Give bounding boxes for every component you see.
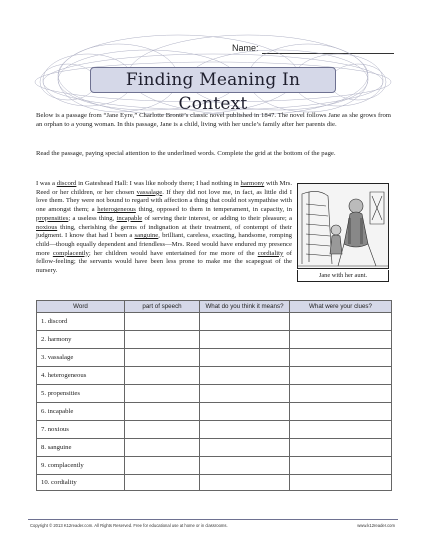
header-clues: What were your clues?: [290, 301, 392, 313]
part-of-speech-cell[interactable]: [125, 421, 200, 439]
meaning-cell[interactable]: [200, 331, 290, 349]
passage-text: [36, 180, 292, 276]
grid-header-row: [37, 301, 392, 313]
table-row: [37, 457, 392, 475]
part-of-speech-cell[interactable]: [125, 331, 200, 349]
clues-cell[interactable]: [290, 421, 392, 439]
footer-divider: [28, 519, 398, 520]
passage-segment: in Gateshead Hall: I was like nobody there; I had nothing in: [76, 180, 241, 187]
vocab-word: heterogeneous: [97, 206, 136, 214]
passage-segment: ; a useless thing,: [68, 214, 117, 222]
part-of-speech-cell[interactable]: [125, 385, 200, 403]
word-cell: 5. propensities: [37, 385, 125, 403]
clues-cell[interactable]: [290, 475, 392, 491]
passage-segment: , brilliant, careless, exacting, handsome, romping child—though equally dependent and friendless—Mrs. Reed would have endured my presence more: [36, 232, 293, 257]
meaning-cell[interactable]: [200, 475, 290, 491]
table-row: [37, 421, 392, 439]
intro-paragraph: Below is a passage from “Jane Eyre,” Charlotte Brontë’s classic novel published in 1847. The novel follows Jane as she grows from an orphan to a young woman. In this passage, Jane is a child, living with her uncle’s family after her parents die.: [36, 112, 391, 128]
word-cell: 7. noxious: [37, 421, 125, 439]
vocab-word: incapable: [116, 214, 143, 222]
word-cell: 4. heterogeneous: [37, 367, 125, 385]
word-cell: 6. incapable: [37, 403, 125, 421]
meaning-cell[interactable]: [200, 349, 290, 367]
part-of-speech-cell[interactable]: [125, 313, 200, 331]
table-row: [37, 385, 392, 403]
header-word: Word: [37, 301, 125, 313]
clues-cell[interactable]: [290, 331, 392, 349]
clues-cell[interactable]: [290, 349, 392, 367]
copyright-text: Copyright © 2013 K12reader.com. All Rights Reserved. Free for educational use at home or in classrooms.: [30, 523, 228, 528]
title-banner: [90, 67, 336, 114]
part-of-speech-cell[interactable]: [125, 439, 200, 457]
passage-segment: . If they did not love me, in fact, as little did I love them. They were not bound to regard with affection a thing that could not sympathise with one amongst them; a: [36, 188, 292, 214]
passage-segment: thing, cherishing the germs of indignation at their treatment, of contempt of their judgment. I know that had I been a: [36, 223, 292, 240]
meaning-cell[interactable]: [200, 403, 290, 421]
illustration-image: [298, 184, 388, 268]
table-row: [37, 349, 392, 367]
table-row: [37, 313, 392, 331]
meaning-cell[interactable]: [200, 367, 290, 385]
table-row: [37, 367, 392, 385]
part-of-speech-cell[interactable]: [125, 403, 200, 421]
vocabulary-grid: [36, 300, 392, 491]
vocab-word: noxious: [36, 223, 58, 231]
meaning-cell[interactable]: [200, 313, 290, 331]
page-title: Finding Meaning In Context: [125, 70, 301, 114]
passage-segment: ; her children would have entertained for me more of the: [88, 249, 258, 257]
passage-segment: thing, opposed to them in temperament, in capacity, in: [135, 206, 292, 214]
clues-cell[interactable]: [290, 385, 392, 403]
header-part-of-speech: part of speech: [125, 301, 200, 313]
passage-segment: with Mrs. Reed or her children, or her chosen: [36, 180, 292, 196]
clues-cell[interactable]: [290, 367, 392, 385]
clues-cell[interactable]: [290, 457, 392, 475]
table-row: [37, 403, 392, 421]
passage-segment: I was a: [36, 180, 57, 187]
instructions-paragraph: Read the passage, paying special attention to the underlined words. Complete the grid at the bottom of the page.: [36, 150, 336, 157]
table-row: [37, 331, 392, 349]
meaning-cell[interactable]: [200, 421, 290, 439]
vocab-word: sanguine: [134, 232, 159, 240]
name-label: Name:: [232, 43, 259, 53]
word-cell: 3. vassalage: [37, 349, 125, 367]
clues-cell[interactable]: [290, 439, 392, 457]
table-row: [37, 475, 392, 491]
illustration-caption: Jane with her aunt.: [297, 270, 389, 282]
vocab-word: vassalage: [136, 188, 163, 196]
word-cell: 2. harmony: [37, 331, 125, 349]
clues-cell[interactable]: [290, 403, 392, 421]
vocab-word: complacently: [52, 249, 89, 257]
illustration-frame: [297, 183, 389, 269]
word-cell: 9. complacently: [37, 457, 125, 475]
part-of-speech-cell[interactable]: [125, 349, 200, 367]
table-row: [37, 439, 392, 457]
meaning-cell[interactable]: [200, 385, 290, 403]
vocab-word: cordiality: [257, 249, 284, 257]
word-cell: 1. discord: [37, 313, 125, 331]
header-meaning: What do you think it means?: [200, 301, 290, 313]
meaning-cell[interactable]: [200, 457, 290, 475]
word-cell: 8. sanguine: [37, 439, 125, 457]
vocab-word: discord: [56, 180, 77, 187]
word-cell: 10. cordiality: [37, 475, 125, 491]
vocab-word: harmony: [240, 180, 265, 187]
vocab-word: propensities: [36, 214, 69, 222]
passage-segment: of fellow-feeling; the servants would have been less prone to make me the scapegoat of the nursery.: [36, 249, 292, 275]
passage-segment: of serving their interest, or adding to their pleasure; a: [142, 214, 292, 222]
part-of-speech-cell[interactable]: [125, 475, 200, 491]
part-of-speech-cell[interactable]: [125, 457, 200, 475]
website-link[interactable]: www.k12reader.com: [357, 523, 395, 528]
part-of-speech-cell[interactable]: [125, 367, 200, 385]
meaning-cell[interactable]: [200, 439, 290, 457]
clues-cell[interactable]: [290, 313, 392, 331]
